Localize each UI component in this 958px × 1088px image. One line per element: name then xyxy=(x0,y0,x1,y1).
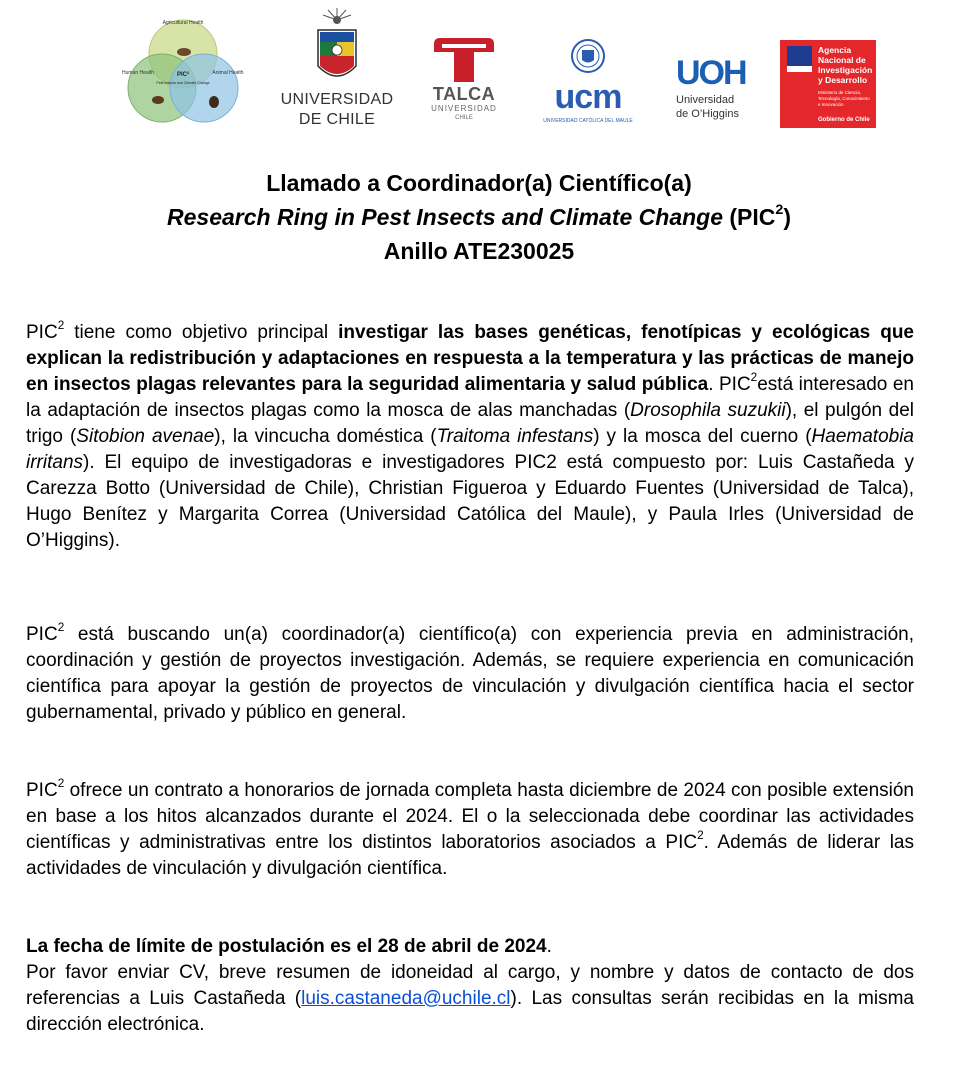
species-name: Traitoma infestans xyxy=(436,426,594,447)
anid-flag-blue xyxy=(787,46,812,66)
universidad-de-chile-logo xyxy=(272,6,402,132)
uoh-logo xyxy=(672,54,762,124)
paragraph-application xyxy=(26,934,914,1038)
profile-text: está buscando un(a) coordinador(a) científico(a) con experiencia previa en administración, coordinación y gestión de proyectos investigación. Además, se requiere experiencia en comunicación científica para apoyar la gestión de proyectos de vinculación y divulgación científica hacia el sector gubernamental, privado y público en general. xyxy=(26,624,914,723)
pic-sup: 2 xyxy=(57,776,65,790)
universidad-de-talca-logo xyxy=(424,36,504,128)
project-acronym-close: ) xyxy=(783,204,791,230)
ucm-logo xyxy=(538,38,638,130)
application-text: Por favor enviar CV, breve resumen de idoneidad al cargo, y nombre y datos de contacto de dos referencias a Luis Castañeda ( xyxy=(26,962,914,1009)
paragraph-contract xyxy=(26,778,914,882)
anid-ministry-line: Ministerio de Ciencia, xyxy=(818,90,862,95)
deadline-end: . xyxy=(546,936,552,957)
objective-after-bold: . PIC xyxy=(708,374,751,395)
deadline-text: La fecha de límite de postulación es el 28 de abril de 2024 xyxy=(26,936,547,957)
ucm-seal-icon xyxy=(538,38,638,78)
anid-gov: Gobierno de Chile xyxy=(818,117,870,123)
fly-icon xyxy=(152,96,164,104)
pic-sup: 2 xyxy=(57,620,65,634)
pic-label: PIC xyxy=(26,624,58,645)
anid-ministry-line: Tecnología, Conocimiento xyxy=(818,96,870,101)
anid-title xyxy=(818,45,872,85)
anid-title-line: Agencia xyxy=(818,45,852,55)
ucm-sub: UNIVERSIDAD CATÓLICA DEL MAULE xyxy=(543,118,633,124)
pic2-venn-logo xyxy=(118,14,248,130)
anid-logo xyxy=(780,40,876,128)
bug-icon xyxy=(209,96,219,108)
pic-label: PIC xyxy=(26,780,58,801)
objective-text: ). El equipo de investigadoras e investigadores PIC2 está compuesto por: Luis Castañeda y Carezza Botto (Universidad de Chile), Christian Figueroa y Eduardo Fuentes (Universidad de Talca), Hugo Benítez y Margarita Correa (Universidad Católica del Maule), y Paula Irles (Universidad de O’Higgins). xyxy=(26,452,914,551)
venn-right-label: Animal Health xyxy=(212,70,244,76)
objective-bold: investigar las bases genéticas, fenotípicas y ecológicas que explican la redistribución y adaptaciones en respuesta a la temperatura y las prácticas de manejo en insectos plagas relevantes para la seguridad alimentaria y salud pública xyxy=(26,322,914,395)
venn-top-label: Agricultural Health xyxy=(162,20,204,26)
anid-title-line: Nacional de xyxy=(818,55,866,65)
species-name: Sitobion avenae xyxy=(76,426,215,447)
paragraph-profile xyxy=(26,622,914,726)
anid-title-line: Investigación xyxy=(818,65,873,75)
project-title xyxy=(0,200,958,234)
objective-text: ) y la mosca del cuerno ( xyxy=(593,426,812,447)
project-acronym-open: (PIC xyxy=(723,204,776,230)
pic-sup: 2 xyxy=(57,318,65,332)
uchile-crest-icon xyxy=(272,6,402,92)
talca-country: CHILE xyxy=(455,115,473,121)
contract-text: . Además de liderar las actividades de vinculación y divulgación científica. xyxy=(26,832,915,879)
objective-intro: tiene como objetivo principal xyxy=(64,322,339,343)
insect-icon xyxy=(177,48,191,56)
objective-text: está interesado en la adaptación de insectos plagas como la mosca de alas manchadas ( xyxy=(26,374,914,421)
venn-circle-animal xyxy=(170,54,238,122)
objective-text: ), el pulgón del trigo ( xyxy=(26,400,914,447)
contact-email-link[interactable]: luis.castaneda@uchile.cl xyxy=(301,988,511,1009)
talca-sub: UNIVERSIDAD xyxy=(431,104,497,113)
venn-left-label: Human Health xyxy=(122,70,154,76)
paragraph-objective xyxy=(26,320,914,554)
uoh-name-line2: de O’Higgins xyxy=(676,108,739,120)
pic-sup: 2 xyxy=(697,828,704,842)
contract-text: ofrece un contrato a honorarios de jornada completa hasta diciembre de 2024 con posible extensión en base a los hitos alcanzados durante el 2024. El o la seleccionada debe coordinar las actividades científicas y administrativas entre los distintos laboratorios asociados a PIC xyxy=(26,780,914,853)
anid-ministry-line: e Innovación xyxy=(818,102,844,107)
pic-label: PIC xyxy=(26,322,58,343)
logo-strip xyxy=(0,0,958,140)
talca-t-icon xyxy=(424,36,504,84)
project-acronym-sup: 2 xyxy=(775,202,784,219)
venn-center-sub: Pest Insects and Climate Change xyxy=(156,81,210,85)
venn-center-label: PIC² xyxy=(177,72,189,78)
talca-name: TALCA xyxy=(432,84,496,104)
application-text: ). Las consultas serán recibidas en la misma dirección electrónica. xyxy=(26,988,915,1035)
uchile-name-line2: DE CHILE xyxy=(298,111,376,128)
venn-diagram-icon xyxy=(118,14,248,130)
anid-flag-white xyxy=(787,66,812,72)
species-name: Drosophila suzukii xyxy=(630,400,786,421)
anid-ministry xyxy=(818,90,870,108)
species-name: Haematobia irritans xyxy=(26,426,914,473)
project-title-italic: Research Ring in Pest Insects and Climate Change xyxy=(167,204,723,230)
anid-title-line: y Desarrollo xyxy=(818,75,868,85)
pic-sup: 2 xyxy=(750,370,758,384)
project-code: Anillo ATE230025 xyxy=(383,238,575,264)
objective-text: ), la vincucha doméstica ( xyxy=(214,426,437,447)
uoh-name-line1: Universidad xyxy=(676,94,735,106)
ucm-name: ucm xyxy=(554,78,622,116)
uoh-mark: UOH xyxy=(676,54,746,92)
uchile-name-line1: UNIVERSIDAD xyxy=(280,91,394,108)
call-title: Llamado a Coordinador(a) Científico(a) xyxy=(266,170,692,196)
